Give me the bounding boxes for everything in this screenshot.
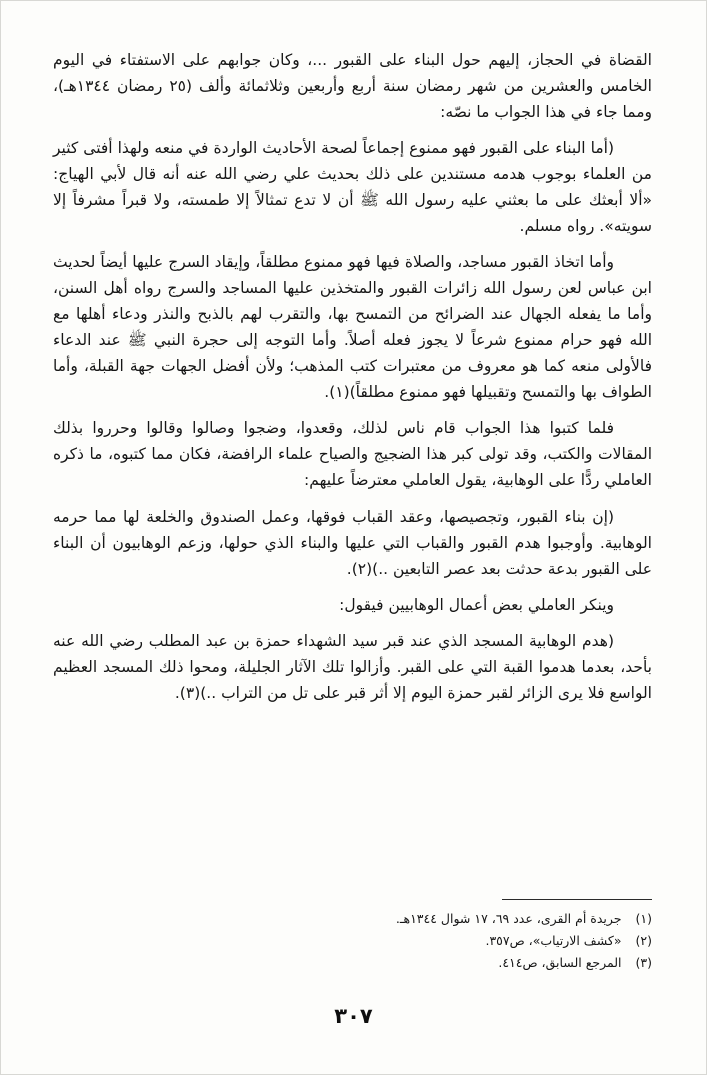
footnote-text: المرجع السابق، ص٤١٤. <box>498 954 622 970</box>
footnote-marker: (١) <box>635 911 652 926</box>
footnote-item <box>53 952 652 974</box>
paragraph: وينكر العاملي بعض أعمال الوهابيين فيقول: <box>339 595 614 614</box>
paragraph: (إن بناء القبور، وتجصيصها، وعقد القباب فوقها، وعمل الصندوق والخلعة لها مما حرمه الوهابية. وأوجبوا هدم القبور والقباب التي عليها والبناء الذي حولها، وزعم الوهابيون أن البناء على القبور بدعة حدثت بعد عصر التابعين ..)(٢). <box>53 507 652 578</box>
paragraph: القضاة في الحجاز، إليهم حول البناء على القبور ...، وكان جوابهم على الاستفتاء في اليوم الخامس والعشرين من شهر رمضان سنة أربع وأربعين وثلاثمائة وألف (٢٥ رمضان ١٣٤٤هـ)، ومما جاء في هذا الجواب ما نصّه: <box>53 51 652 122</box>
paragraph: فلما كتبوا هذا الجواب قام ناس لذلك، وقعدوا، وضجوا وصالوا وقالوا وحرروا بذلك المقالات والكتب، وقد تولى كبر هذا الضجيج والصياح علماء الرافضة، فكان مما كتبوه، ما ذكره العاملي ردًّا على الوهابية، يقول العاملي معترضاً عليهم: <box>53 419 652 490</box>
footnote-item <box>53 930 652 952</box>
footnote-item <box>53 908 652 930</box>
footnotes-section <box>53 899 652 974</box>
paragraph: (هدم الوهابية المسجد الذي عند قبر سيد الشهداء حمزة بن عبد المطلب رضي الله عنه بأحد، بعدما هدموا القبة التي على القبر. وأزالوا تلك الآثار الجليلة، ومحوا ذلك المسجد العظيم الواسع فلا يرى الزائر لقبر حمزة اليوم إلا أثر قبر على تل من التراب ..)(٣). <box>53 631 652 702</box>
footnote-text: جريدة أم القرى، عدد ٦٩، ١٧ شوال ١٣٤٤هـ. <box>395 911 622 926</box>
paragraph: وأما اتخاذ القبور مساجد، والصلاة فيها فهو ممنوع مطلقاً، وإيقاد السرج عليها أيضاً لحديث ابن عباس لعن رسول الله زائرات القبور والمتخذين عليها المساجد والسرج رواه أهل السنن، وأما ما يفعله الجهال عند الضرائح من التمسح بها، والتقرب لهم بالذبح والنذر ودعاء أهلها مع الله فهو حرام ممنوع شرعاً لا يجوز فعله أصلاً. وأما التوجه إلى حجرة النبي ﷺ عند الدعاء فالأولى منعه كما هو معروف من معتبرات كتب المذهب؛ ولأن أفضل الجهات جهة القبلة، وأما الطواف بها والتمسح وتقبيلها فهو ممنوع مطلقاً)(١). <box>53 253 652 402</box>
footnote-marker: (٣) <box>635 954 652 970</box>
footnote-divider <box>502 899 652 900</box>
footnote-text: «كشف الارتياب»، ص٣٥٧. <box>485 932 622 948</box>
body-text <box>53 47 652 716</box>
footnote-marker: (٢) <box>635 932 652 948</box>
page-number: ٣٠٧ <box>334 1004 373 1028</box>
paragraph: (أما البناء على القبور فهو ممنوع إجماعاً لصحة الأحاديث الواردة في منعه ولهذا أفتى كثير من العلماء بوجوب هدمه مستندين على ذلك بحديث علي رضي الله عنه أنه قال لأبي الهياج: «ألا أبعثك على ما بعثني عليه رسول الله ﷺ أن لا تدع تمثالاً إلا طمسته، ولا قبراً مشرفاً إلا سويته». رواه مسلم. <box>53 139 652 236</box>
